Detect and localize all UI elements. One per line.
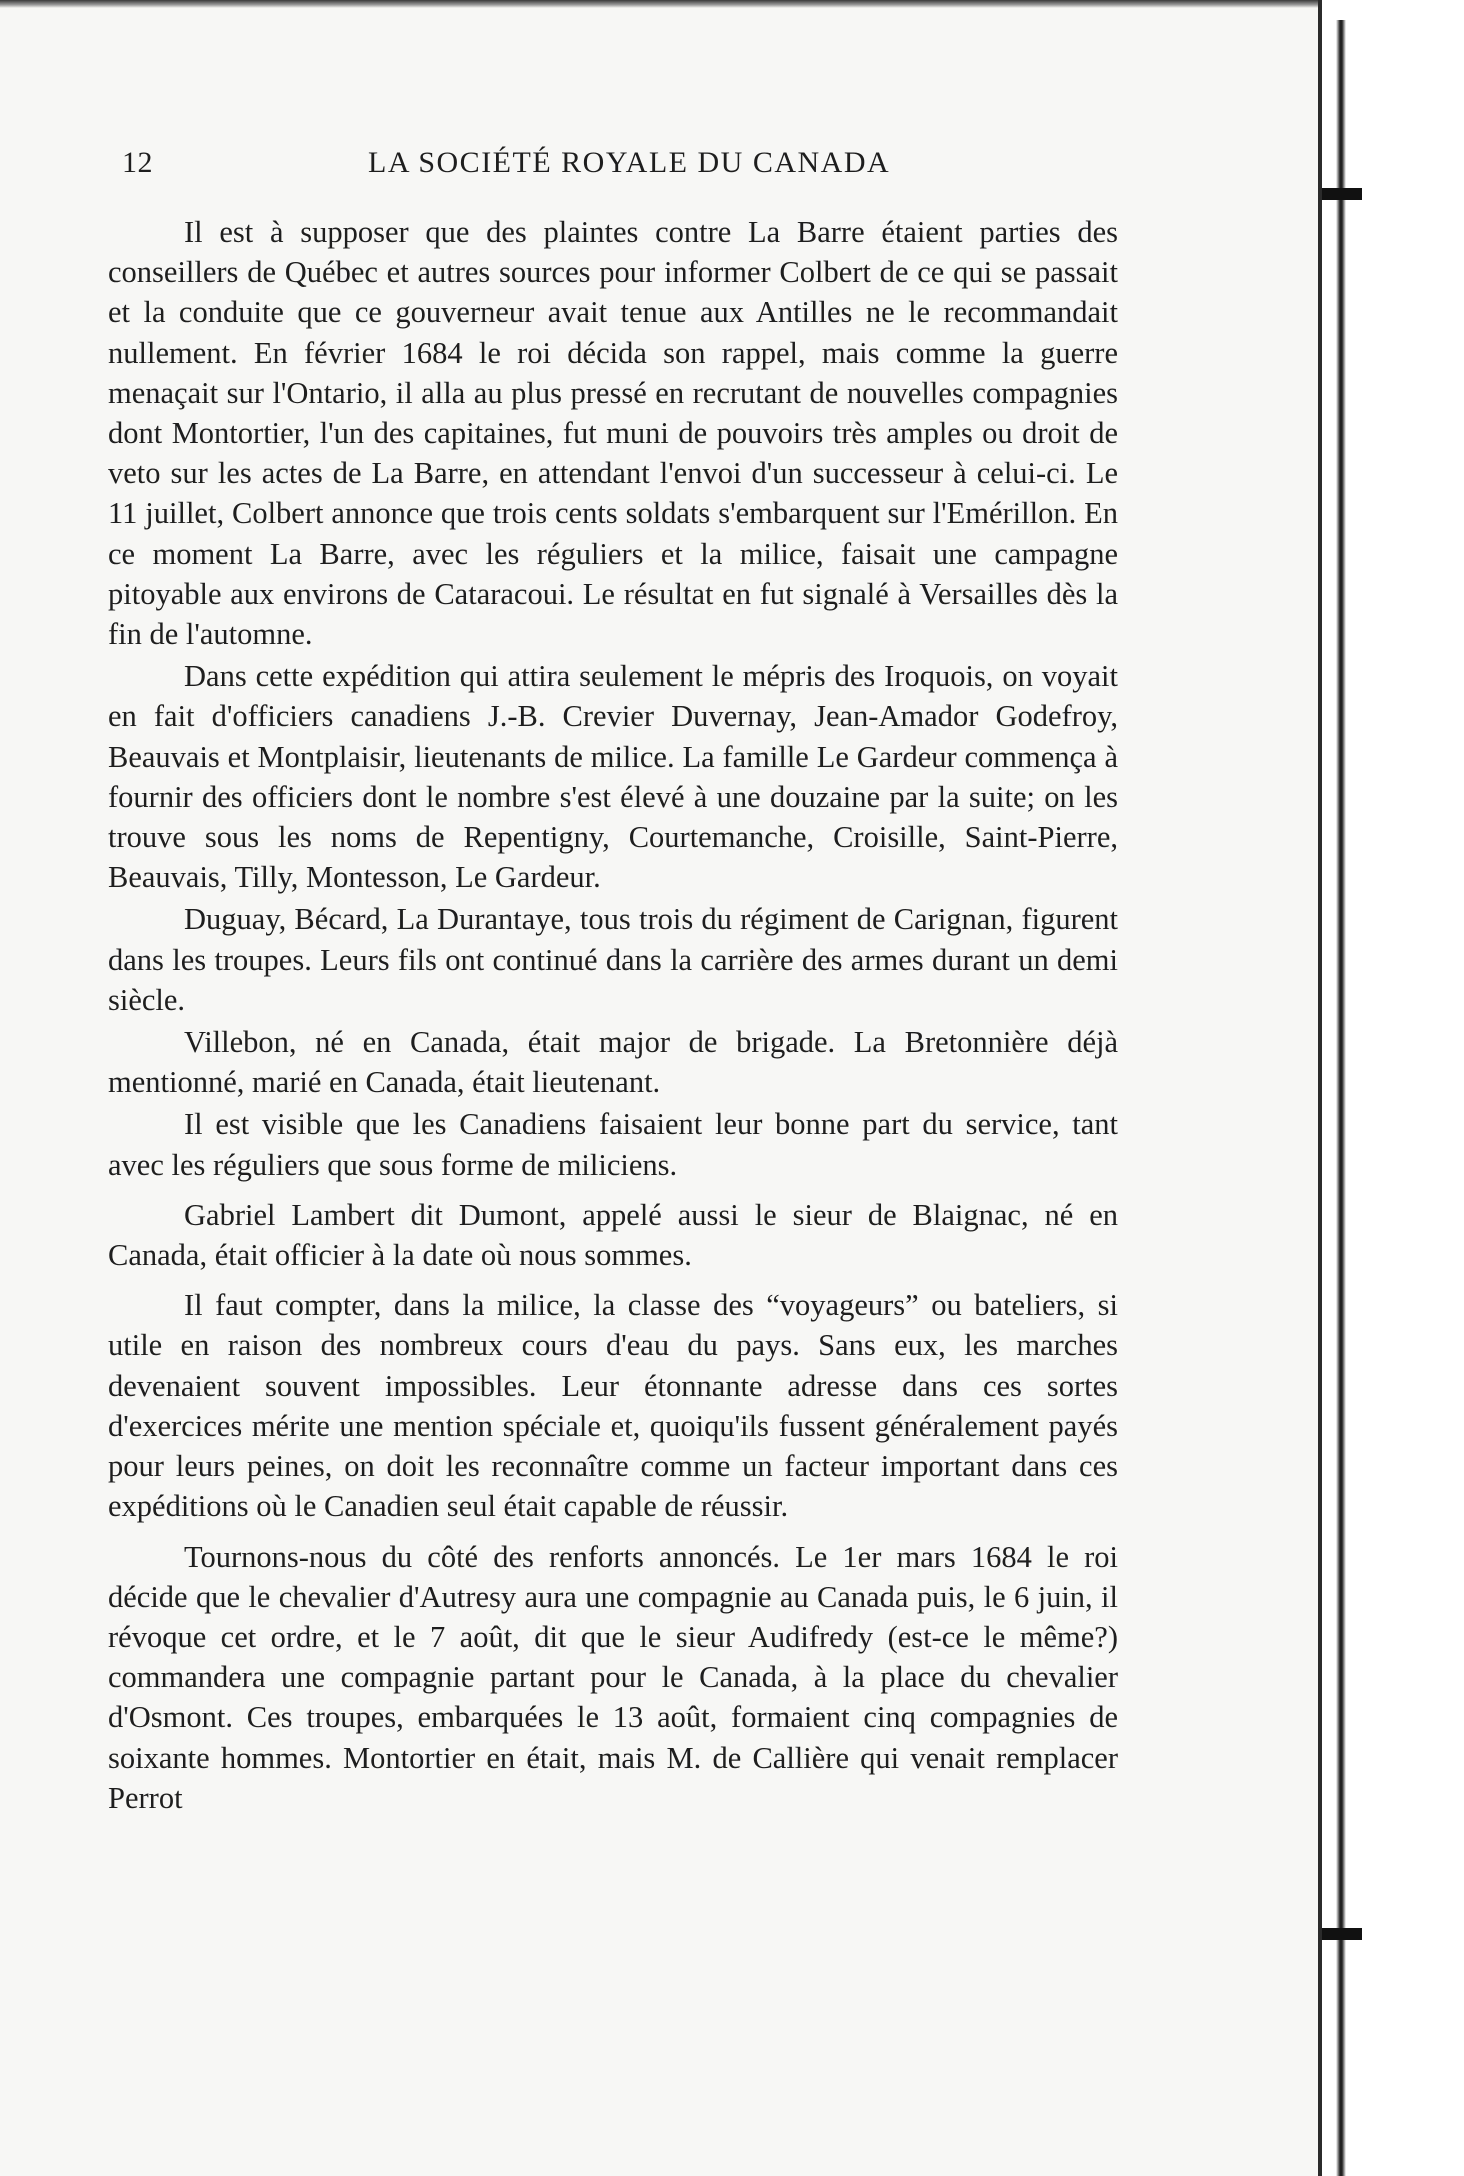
book-page bbox=[108, 140, 1118, 1818]
paragraph: Il est visible que les Canadiens faisaient leur bonne part du service, tant avec les réguliers que sous forme de miliciens. bbox=[108, 1107, 1118, 1182]
paragraph: Dans cette expédition qui attira seulement le mépris des Iroquois, on voyait en fait d'officiers canadiens J.-B. Crevier Duvernay, Jean-Amador Godefroy, Beauvais et Montplaisir, lieutenants de milice. La famille Le Gardeur commença à fournir des officiers dont le nombre s'est élevé à une douzaine par la suite; on les trouve sous les noms de Repentigny, Courtemanche, Croisille, Saint-Pierre, Beauvais, Tilly, Montesson, Le Gardeur. bbox=[108, 659, 1118, 895]
paragraph: Il est à supposer que des plaintes contre La Barre étaient parties des conseillers de Québec et autres sources pour informer Colbert de ce qui se passait et la conduite que ce gouverneur avait tenue aux Antilles ne le recommandait nullement. En février 1684 le roi décida son rappel, mais comme la guerre menaçait sur l'Ontario, il alla au plus pressé en recrutant de nouvelles compagnies dont Montortier, l'un des capitaines, fut muni de pouvoirs très amples ou droit de veto sur les actes de La Barre, en attendant l'envoi d'un successeur à celui-ci. Le 11 juillet, Colbert annonce que trois cents soldats s'embarquent sur l'Emérillon. En ce moment La Barre, avec les réguliers et la milice, faisait une campagne pitoyable aux environs de Cataracoui. Le résultat en fut signalé à Versailles dès la fin de l'automne. bbox=[108, 215, 1118, 652]
paragraph: Gabriel Lambert dit Dumont, appelé aussi le sieur de Blaignac, né en Canada, était officier à la date où nous sommes. bbox=[108, 1197, 1118, 1273]
paragraph: Il faut compter, dans la milice, la classe des “voyageurs” ou bateliers, si utile en raison des nombreux cours d'eau du pays. Sans eux, les marches devenaient souvent impossibles. Leur étonnante adresse dans ces sortes d'exercices mérite une mention spéciale et, quoiqu'ils fussent généralement payés pour leurs peines, on doit les reconnaître comme un facteur important dans ces expéditions où le Canadien seul était capable de réussir. bbox=[108, 1288, 1118, 1524]
scan-binding-mark bbox=[1322, 188, 1362, 200]
body-text bbox=[108, 212, 1118, 1818]
scan-top-edge bbox=[0, 0, 1340, 8]
page-number: 12 bbox=[122, 146, 153, 179]
scan-binding-mark bbox=[1322, 1928, 1362, 1940]
scan-binding-line bbox=[1336, 20, 1346, 2176]
running-head bbox=[108, 140, 1118, 184]
running-title: LA SOCIÉTÉ ROYALE DU CANADA bbox=[368, 146, 891, 179]
paragraph: Villebon, né en Canada, était major de brigade. La Bretonnière déjà mentionné, marié en Canada, était lieutenant. bbox=[108, 1025, 1118, 1100]
paragraph: Tournons-nous du côté des renforts annoncés. Le 1er mars 1684 le roi décide que le chevalier d'Autresy aura une compagnie au Canada puis, le 6 juin, il révoque cet ordre, et le 7 août, dit que le sieur Audifredy (est-ce le même?) commandera une compagnie partant pour le Canada, à la place du chevalier d'Osmont. Ces troupes, embarquées le 13 août, formaient cinq compagnies de soixante hommes. Montortier en était, mais M. de Callière qui venait remplacer Perrot bbox=[108, 1539, 1118, 1815]
paragraph: Duguay, Bécard, La Durantaye, tous trois du régiment de Carignan, figurent dans les troupes. Leurs fils ont continué dans la carrière des armes durant un demi siècle. bbox=[108, 902, 1118, 1017]
